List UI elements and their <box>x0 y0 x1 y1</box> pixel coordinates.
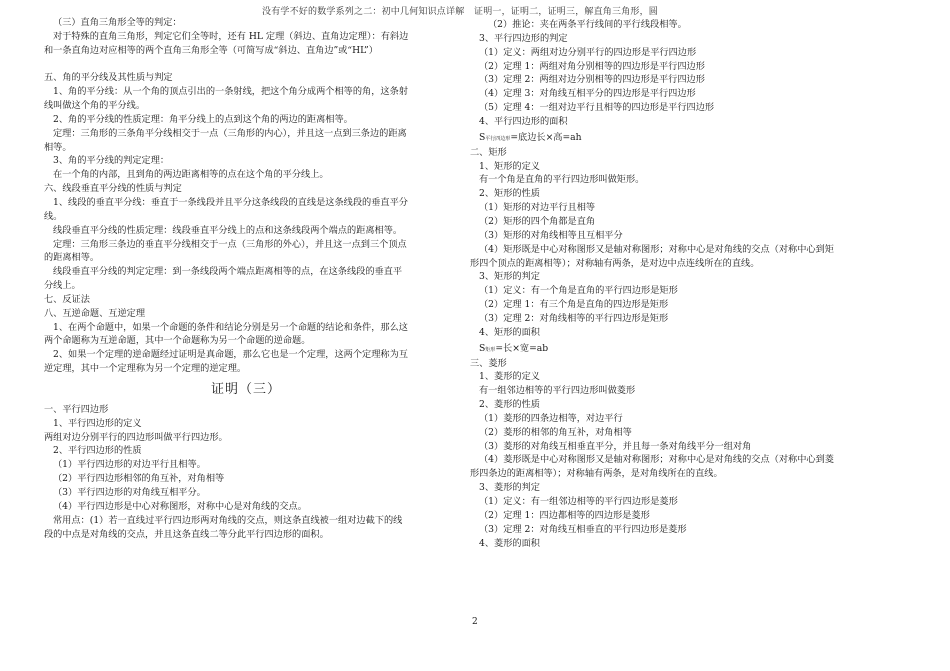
running-header-right: 证明一，证明二，证明三，解直角三角形，圆 <box>474 7 659 17</box>
formula-subscript: 平行四边形 <box>485 135 511 142</box>
text-line: 二、矩形 <box>470 146 507 158</box>
text-line: 2、矩形的性质 <box>479 188 540 200</box>
text-line: 1、菱形的定义 <box>479 371 540 383</box>
text-line: 2、平行四边形的性质 <box>53 445 142 457</box>
text-line: 1、线段的垂直平分线：垂直于一条线段并且平分这条线段的直线是这条线段的垂直平分 <box>53 196 408 208</box>
text-line: 对于特殊的直角三角形，判定它们全等时，还有 HL 定理（斜边、直角边定理）：有斜边 <box>53 30 409 42</box>
text-line: 3、平行四边形的判定 <box>479 32 568 44</box>
text-line: 4、矩形的面积 <box>479 326 540 338</box>
left-column <box>44 16 448 541</box>
text-line: （2）定理 1：四边都相等的四边形是菱形 <box>479 509 650 521</box>
formula-expression: =长×宽=ab <box>495 342 549 354</box>
text-line: （1）矩形的对边平行且相等 <box>479 202 596 214</box>
text-line: 线。 <box>44 210 63 222</box>
text-line: （3）定理 2：对角线相等的平行四边形是矩形 <box>479 312 669 324</box>
text-line: （4）菱形既是中心对称图形又是轴对称图形；对称中心是对角线的交点（对称中心到菱 <box>479 454 834 466</box>
text-line: 有一个角是直角的平行四边形叫做矩形。 <box>479 174 645 186</box>
text-line: （2）定理 1：有三个角是直角的四边形是矩形 <box>479 299 669 311</box>
text-line: 1、在两个命题中，如果一个命题的条件和结论分别是另一个命题的结论和条件，那么这 <box>53 321 408 333</box>
text-line: （5）定理 4：一组对边平行且相等的四边形是平行四边形 <box>479 102 715 114</box>
text-line: （3）平行四边形的对角线互相平分。 <box>53 487 206 498</box>
text-line: 有一组邻边相等的平行四边形叫做菱形 <box>479 385 636 397</box>
text-line: 形四条边的距离相等）；对称轴有两条，是对角线所在的直线。 <box>470 468 723 480</box>
text-line: 六、线段垂直平分线的性质与判定 <box>44 183 182 195</box>
text-line: 3、角的平分线的判定定理： <box>53 155 170 167</box>
text-line: （2）矩形的四个角都是直角 <box>479 215 596 227</box>
running-header-left: 没有学不好的数学系列之二：初中几何知识点详解 <box>262 7 465 17</box>
text-line: （2）推论：夹在两条平行线间的平行线段相等。 <box>488 19 687 30</box>
text-line: 线段垂直平分线的判定定理：到一条线段两个端点距离相等的点，在这条线段的垂直平 <box>53 266 403 278</box>
text-line: 两个命题称为互逆命题，其中一个命题称为另一个命题的逆命题。 <box>44 335 311 347</box>
text-line: （4）定理 3：对角线互相平分的四边形是平行四边形 <box>479 88 696 100</box>
text-line: 4、平行四边形的面积 <box>479 115 568 127</box>
right-column <box>470 18 900 550</box>
formula-symbol: S <box>479 131 486 143</box>
text-line: 两组对边分别平行的四边形叫做平行四边形。 <box>44 431 228 443</box>
text-line: （1）平行四边形的对边平行且相等。 <box>53 459 206 471</box>
text-line: 2、菱形的性质 <box>479 399 540 411</box>
text-line: 2、角的平分线的性质定理：角平分线上的点到这个角的两边的距离相等。 <box>53 113 353 125</box>
text-line: 的距离相等。 <box>44 252 100 264</box>
text-line: 形四个顶点的距离相等）；对称轴有两条，是对边中点连线所在的直线。 <box>470 257 760 269</box>
text-line: （3）定理 2：两组对边分别相等的四边形是平行四边形 <box>479 74 705 86</box>
text-line: 1、角的平分线：从一个角的顶点引出的一条射线，把这个角分成两个相等的角，这条射 <box>53 86 408 98</box>
formula-expression: =底边长×高=ah <box>510 131 582 143</box>
text-line: 定理：三角形的三条角平分线相交于一点（三角形的内心），并且这一点到三条边的距离 <box>53 127 407 139</box>
text-line: （3）定理 2：对角线互相垂直的平行四边形是菱形 <box>479 523 687 535</box>
text-line: 1、平行四边形的定义 <box>53 417 142 429</box>
text-line: 三、菱形 <box>470 357 507 369</box>
text-line: 1、矩形的定义 <box>479 160 540 172</box>
text-line: 3、矩形的判定 <box>479 271 540 283</box>
text-line: 在一个角的内部，且到角的两边距离相等的点在这个角的平分线上。 <box>53 169 329 181</box>
formula-symbol: S <box>479 342 486 354</box>
formula-subscript: 矩形 <box>485 346 496 353</box>
text-line: 定理：三角形三条边的垂直平分线相交于一点（三角形的外心），并且这一点到三个顶点 <box>53 238 407 250</box>
text-line: 五、角的平分线及其性质与判定 <box>44 72 173 84</box>
text-line: 线叫做这个角的平分线。 <box>44 100 146 112</box>
text-line: （1）定义：两组对边分别平行的四边形是平行四边形 <box>479 46 697 58</box>
text-line: （2）定理 1：两组对角分别相等的四边形是平行四边形 <box>479 60 705 72</box>
section-heading: 证明（三） <box>210 381 281 397</box>
text-line: 3、菱形的判定 <box>479 482 540 494</box>
text-line: （4）平行四边形是中心对称图形，对称中心是对角线的交点。 <box>53 500 307 512</box>
area-formula <box>470 340 900 357</box>
text-line: 和一条直角边对应相等的两个直角三角形全等（可简写成“斜边、直角边”或“HL”） <box>44 44 378 56</box>
text-line <box>44 58 448 72</box>
text-line: 线段垂直平分线的性质定理：线段垂直平分线上的点和这条线段两个端点的距离相等。 <box>53 224 403 236</box>
text-line: （2）平行四边形相邻的角互补，对角相等 <box>53 473 225 485</box>
text-line: 八、互逆命题、互逆定理 <box>44 307 146 319</box>
text-line: 一、平行四边形 <box>44 403 109 415</box>
page-number: 2 <box>472 617 478 627</box>
text-line: （3）菱形的对角线互相垂直平分，并且每一条对角线平分一组对角 <box>479 440 752 452</box>
text-line: （1）菱形的四条边相等，对边平行 <box>479 412 623 424</box>
text-line: （4）矩形既是中心对称图形又是轴对称图形；对称中心是对角线的交点（对称中心到矩 <box>479 243 834 255</box>
text-line: 七、反证法 <box>44 293 90 305</box>
text-line: 2、如果一个定理的逆命题经过证明是真命题，那么它也是一个定理，这两个定理称为互 <box>53 349 408 361</box>
text-line: 4、菱形的面积 <box>479 537 540 549</box>
text-line: （1）定义：有一个角是直角的平行四边形是矩形 <box>479 285 678 297</box>
text-line: （1）定义：有一组邻边相等的平行四边形是菱形 <box>479 496 678 507</box>
text-line: 常用点：(1）若一直线过平行四边形两对角线的交点，则这条直线被一组对边截下的线 <box>53 514 403 526</box>
area-formula <box>470 129 900 146</box>
text-line: 相等。 <box>44 141 72 153</box>
text-line: 分线上。 <box>44 280 81 292</box>
text-line: 逆定理，其中一个定理称为另一个定理的逆定理。 <box>44 363 247 375</box>
text-line: 段的中点是对角线的交点，并且这条直线二等分此平行四边形的面积。 <box>44 528 329 540</box>
text-line: （3）矩形的对角线相等且互相平分 <box>479 229 623 241</box>
text-line: （三）直角三角形全等的判定： <box>53 17 182 28</box>
text-line: （2）菱形的相邻的角互补，对角相等 <box>479 426 632 438</box>
